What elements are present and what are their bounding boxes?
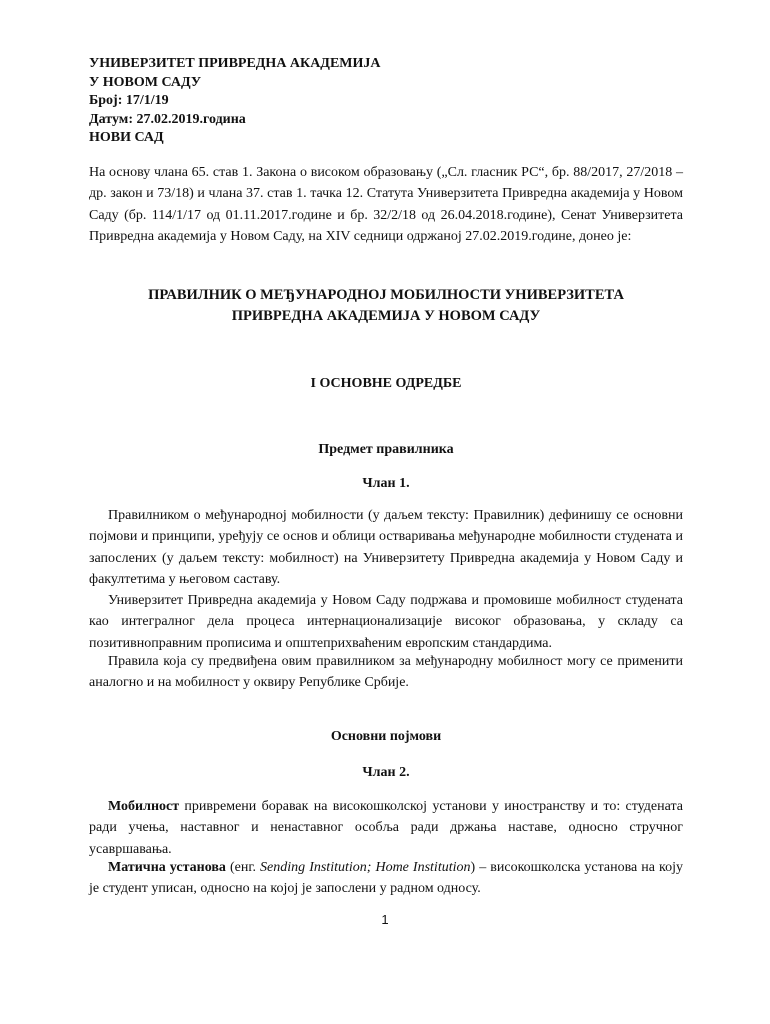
section-heading: I ОСНОВНЕ ОДРЕДБЕ (310, 376, 462, 391)
home-institution-term: Матична установа (108, 860, 226, 875)
document-title-line1: ПРАВИЛНИК О МЕЂУНАРОДНОЈ МОБИЛНОСТИ УНИВЕРЗИТЕТА (148, 287, 624, 303)
article-1-heading: Члан 1. (362, 476, 410, 491)
home-institution-prefix: (енг. (225, 860, 261, 875)
university-name: УНИВЕРЗИТЕТ ПРИВРЕДНА АКАДЕМИЈА (89, 56, 381, 71)
page-number: 1 (381, 912, 389, 927)
document-number: Број: 17/1/19 (89, 93, 169, 108)
university-city: У НОВОМ САДУ (89, 74, 202, 90)
preamble-paragraph: На основу члана 65. став 1. Закона о високом образовању („Сл. гласник РС“, бр. 88/2017, 27/2018 – др. закон и 73/18) и члана 37. став 1. тачка 12. Статута Универзитета Привредна академија у Новом Саду (бр. 114/1/17 од 01.11.2017.године и бр. 32/2/18 од 26.04.2018.године), Сенат Универзитета Привредна академија у Новом Саду, на XIV седници одржаној 27.02.2019.године, донео је: (89, 165, 683, 244)
document-header (89, 55, 381, 148)
mobility-term: Мобилност (108, 799, 180, 814)
document-title (89, 285, 683, 327)
home-institution-english: Sending Institution; Home Institution (260, 860, 471, 875)
subject-heading: Предмет правилника (318, 442, 454, 457)
home-institution-definition (89, 857, 683, 900)
document-title-line2: ПРИВРЕДНА АКАДЕМИЈА У НОВОМ САДУ (231, 308, 541, 324)
document-city: НОВИ САД (89, 130, 164, 145)
article-1-paragraph-3: Правила која су предвиђена овим правилником за међународну мобилност могу се применити аналогно и на мобилност у оквиру Републике Србије. (89, 654, 683, 691)
terms-heading: Основни појмови (330, 729, 442, 744)
home-institution-text: ) – високошколска установа на коју је студент уписан, односно на којој је запослени у радном односу. (89, 860, 684, 897)
mobility-text: привремени боравак на високошколској установи у иностранству и то: студената ради учења, наставног и ненаставног особља ради држања наставе, односно стручног усавршавања. (89, 799, 683, 857)
article-2-heading: Члан 2. (362, 765, 410, 780)
article-1-paragraph-1: Правилником о међународној мобилности (у даљем тексту: Правилник) дефинишу се основни појмови и принципи, уређују се основ и облици остваривања међународне мобилности студената и запослених (у даљем тексту: мобилност) на Универзитету Привредна академија у Новом Саду и факултетима у његовом саставу. (89, 508, 683, 587)
mobility-definition (89, 796, 683, 860)
document-date: Датум: 27.02.2019.година (89, 111, 246, 127)
article-1-paragraph-2: Универзитет Привредна академија у Новом Саду подржава и промовише мобилност студената као интегралног дела процеса интернационализације високог образовања, у складу са позитивноправним прописима и општеприхваћеним европским стандардима. (89, 593, 683, 651)
